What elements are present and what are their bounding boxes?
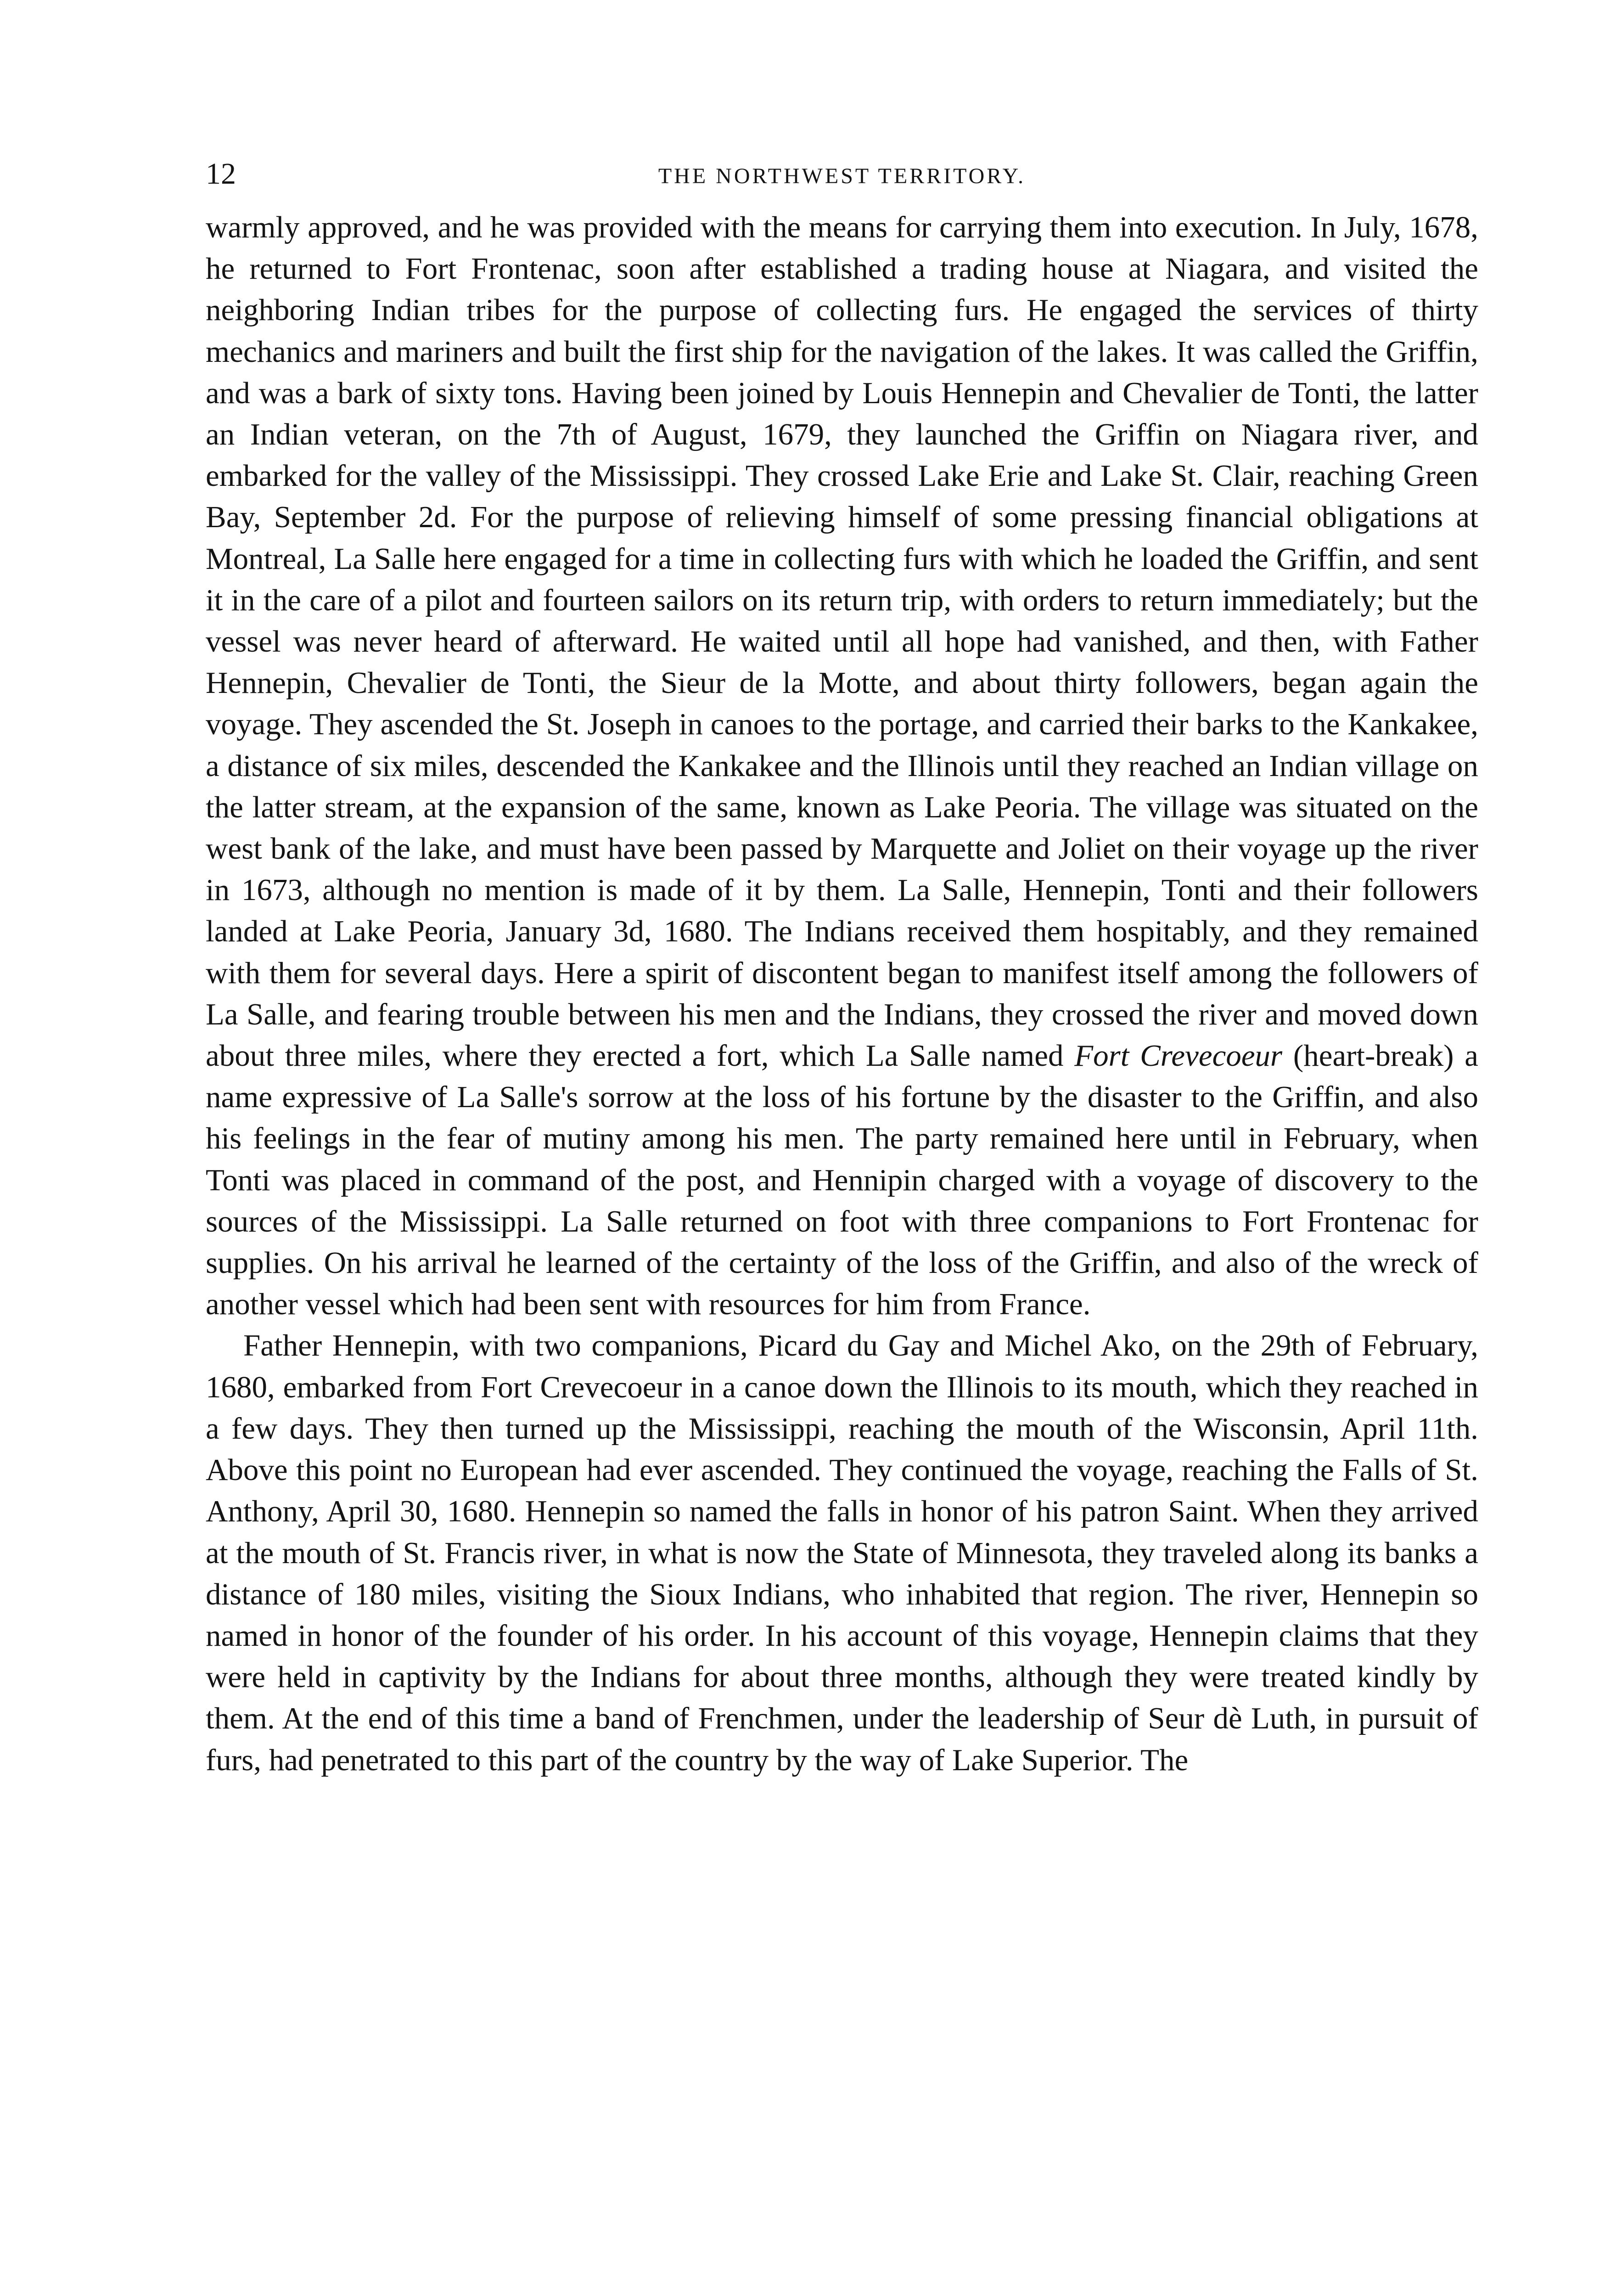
paragraph-hennepin-voyage: Father Hennepin, with two companions, Picard du Gay and Michel Ako, on the 29th of February, 1680, embarked from Fort Crevecoeur in a canoe down the Illinois to its mouth, which they reached in a few days. They then turned up the Mississippi, reaching the mouth of the Wisconsin, April 11th. Above this point no European had ever ascended. They continued the voyage, reaching the Falls of St. Anthony, April 30, 1680. Hennepin so named the falls in honor of his patron Saint. When they arrived at the mouth of St. Francis river, in what is now the State of Minnesota, they traveled along its banks a distance of 180 miles, visiting the Sioux Indians, who inhabited that region. The river, Hennepin so named in honor of the founder of his order. In his account of this voyage, Hennepin claims that they were held in captivity by the Indians for about three months, although they were treated kindly by them. At the end of this time a band of Frenchmen, under the leadership of Seur dè Luth, in pursuit of furs, had penetrated to this part of the country by the way of Lake Superior. The [206, 1328, 1478, 1777]
book-page [206, 152, 1478, 1781]
paragraph-text: (heart-break) a name expressive of La Salle's sorrow at the loss of his fortune by the disaster to the Griffin, and also his feelings in the fear of mutiny among his men. The party remained here until in February, when Tonti was placed in command of the post, and Hennipin charged with a voyage of discovery to the sources of the Mississippi. La Salle returned on foot with three companions to Fort Frontenac for supplies. On his arrival he learned of the certainty of the loss of the Griffin, and also of the wreck of another vessel which had been sent with resources for him from France. [206, 1039, 1478, 1322]
paragraph-continued [206, 207, 1478, 1325]
running-title: THE NORTHWEST TERRITORY. [658, 164, 1026, 188]
italic-fort-name: Fort Crevecoeur [1074, 1039, 1283, 1073]
paragraph-text: warmly approved, and he was provided with the means for carrying them into execution. In July, 1678, he returned to Fort Frontenac, soon after established a trading house at Niagara, and visited the neighboring Indian tribes for the purpose of collecting furs. He engaged the services of thirty mechanics and mariners and built the first ship for the navigation of the lakes. It was called the Griffin, and was a bark of sixty tons. Having been joined by Louis Hennepin and Chevalier de Tonti, the latter an Indian veteran, on the 7th of August, 1679, they launched the Griffin on Niagara river, and embarked for the valley of the Mississippi. They crossed Lake Erie and Lake St. Clair, reaching Green Bay, September 2d. For the purpose of relieving himself of some pressing financial obligations at Montreal, La Salle here engaged for a time in collecting furs with which he loaded the Griffin, and sent it in the care of a pilot and fourteen sailors on its return trip, with orders to return immediately; but the vessel was never heard of afterward. He waited until all hope had vanished, and then, with Father Hennepin, Chevalier de Tonti, the Sieur de la Motte, and about thirty followers, began again the voyage. They ascended the St. Joseph in canoes to the portage, and carried their barks to the Kankakee, a distance of six miles, descended the Kankakee and the Illinois until they reached an Indian village on the latter stream, at the expansion of the same, known as Lake Peoria. The village was situated on the west bank of the lake, and must have been passed by Marquette and Joliet on their voyage up the river in 1673, although no mention is made of it by them. La Salle, Hennepin, Tonti and their followers landed at Lake Peoria, January 3d, 1680. The Indians received them hospitably, and they remained with them for several days. Here a spirit of discontent began to manifest itself among the followers of La Salle, and fearing trouble between his men and the Indians, they crossed the river and moved down about three miles, where they erected a fort, which La Salle named [206, 210, 1478, 1073]
body-text [206, 207, 1478, 1781]
page-header [206, 152, 1478, 207]
page-number: 12 [206, 157, 236, 191]
